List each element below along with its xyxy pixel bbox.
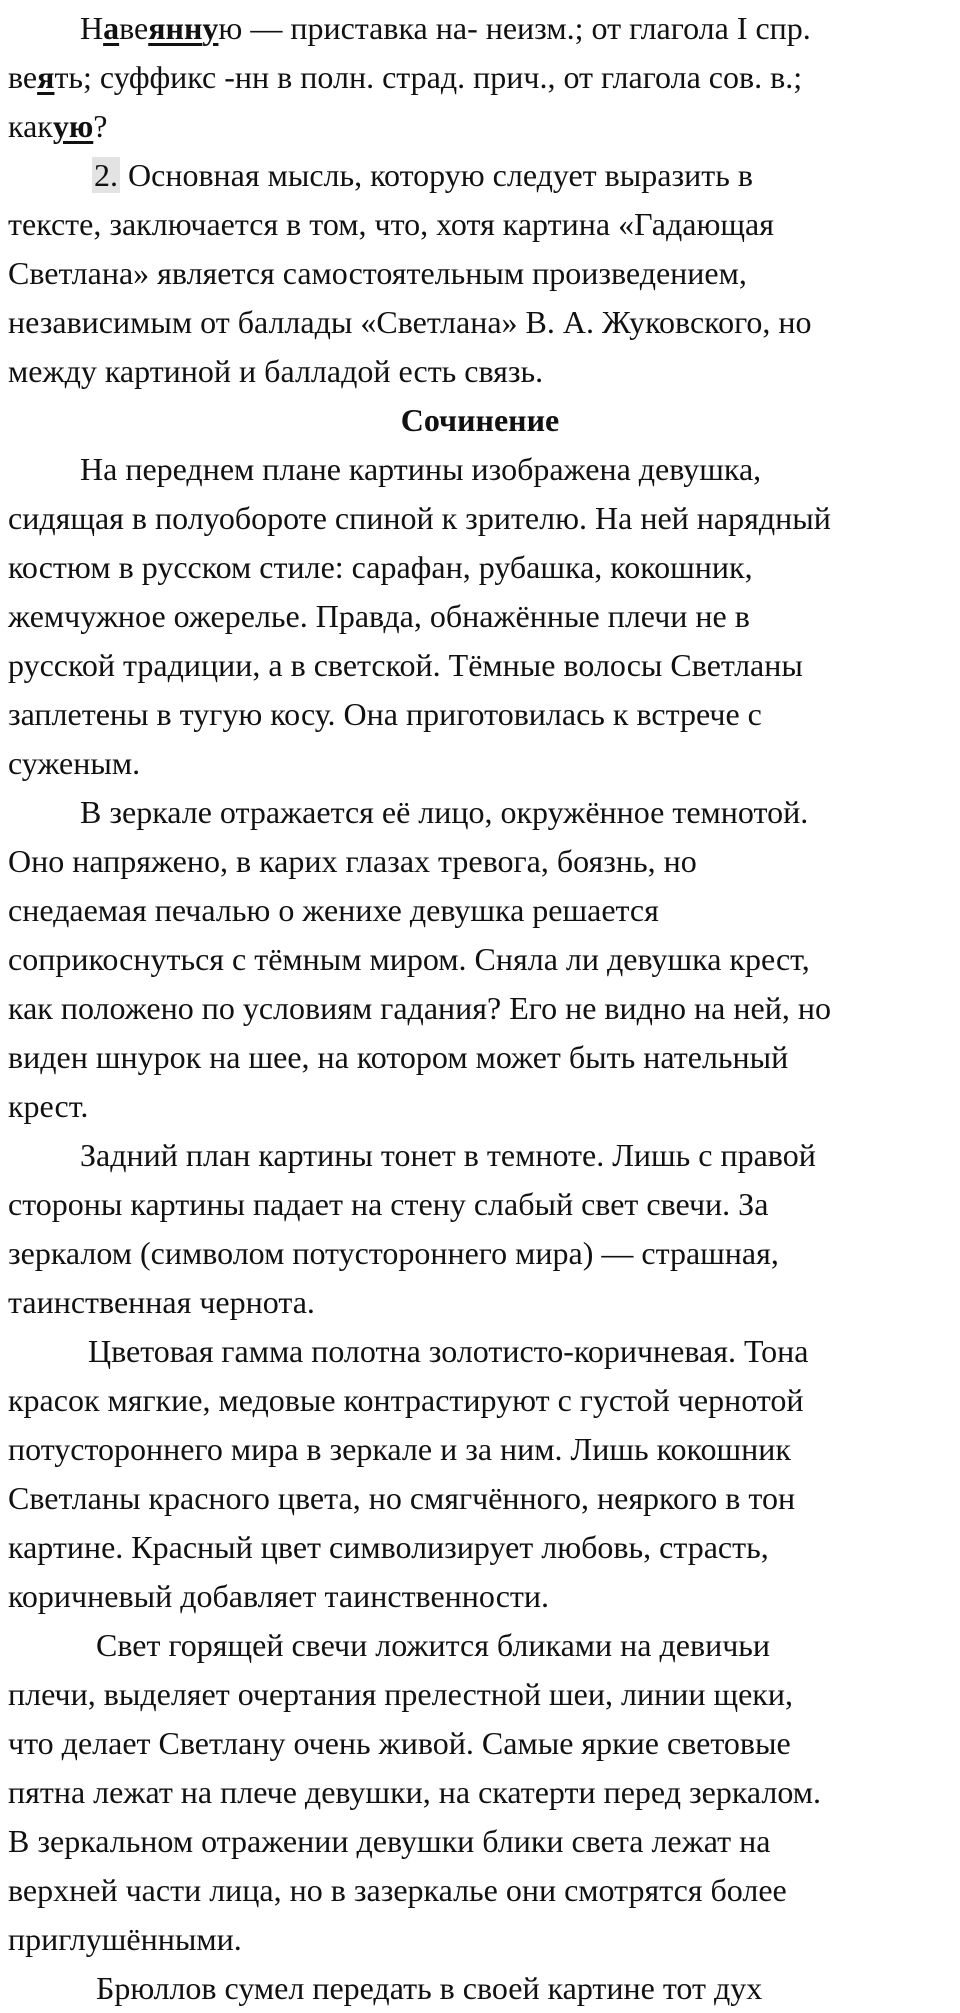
paragraph-line: костюм в русском стиле: сарафан, рубашка, кокошник,	[8, 549, 753, 585]
task-2-line	[8, 151, 952, 200]
morpheme-analysis-line	[8, 53, 952, 102]
task-2-line: тексте, заключается в том, что, хотя картина «Гадающая	[8, 206, 774, 242]
paragraph-line: как положено по условиям гадания? Его не видно на ней, но	[8, 990, 831, 1026]
suffix-mark: янн	[148, 10, 203, 46]
text-fragment: ве	[8, 59, 38, 95]
text-fragment: ?	[93, 108, 108, 144]
paragraph-line: стороны картины падает на стену слабый свет свечи. За	[8, 1186, 769, 1222]
paragraph-line: Оно напряжено, в карих глазах тревога, боязнь, но	[8, 843, 697, 879]
paragraph-line: зеркалом (символом потустороннего мира) — страшная,	[8, 1235, 779, 1271]
essay-title: Сочинение	[400, 402, 560, 438]
paragraph-line: жемчужное ожерелье. Правда, обнажённые плечи не в	[8, 598, 750, 634]
paragraph-line: сидящая в полуобороте спиной к зрителю. На ней нарядный	[8, 500, 831, 536]
text-fragment: Основная мысль, которую следует выразить в	[120, 157, 753, 193]
stressed-letter-mark: я	[37, 59, 55, 95]
text-fragment: ве	[119, 10, 149, 46]
ending-mark: ую	[52, 108, 94, 144]
paragraph-line: В зеркальном отражении девушки блики света лежат на	[8, 1823, 771, 1859]
paragraph-line: На переднем плане картины изображена девушка,	[80, 451, 762, 487]
text-fragment: ю — приставка на- неизм.; от глагола I спр.	[218, 10, 811, 46]
paragraph-line: Задний план картины тонет в темноте. Лишь с правой	[80, 1137, 816, 1173]
text-fragment: как	[8, 108, 53, 144]
paragraph-line: крест.	[8, 1088, 89, 1124]
paragraph-line: приглушёнными.	[8, 1921, 242, 1957]
prefix-mark: а	[103, 10, 120, 46]
paragraph-line: суженым.	[8, 745, 141, 781]
task-2-line: между картиной и балладой есть связь.	[8, 353, 544, 389]
text-fragment: ть; суффикс -нн в полн. страд. прич., от глагола сов. в.;	[54, 59, 803, 95]
paragraph-line: Светланы красного цвета, но смягчённого, неяркого в тон	[8, 1480, 796, 1516]
task-number: 2.	[94, 157, 118, 193]
paragraph-line: картине. Красный цвет символизирует любовь, страсть,	[8, 1529, 769, 1565]
paragraph-line: потустороннего мира в зеркале и за ним. Лишь кокошник	[8, 1431, 791, 1467]
text-fragment: Н	[80, 10, 104, 46]
paragraph-line: снедаемая печалью о женихе девушка решается	[8, 892, 659, 928]
paragraph-line: что делает Светлану очень живой. Самые яркие световые	[8, 1725, 791, 1761]
ending-mark: у	[202, 10, 219, 46]
paragraph-line: виден шнурок на шее, на котором может быть нательный	[8, 1039, 789, 1075]
paragraph-line: таинственная чернота.	[8, 1284, 315, 1320]
paragraph-line: пятна лежат на плече девушки, на скатерти перед зеркалом.	[8, 1774, 821, 1810]
morpheme-analysis-line	[8, 102, 952, 151]
morpheme-analysis-line	[8, 4, 952, 53]
paragraph-line: В зеркале отражается её лицо, окружённое темнотой.	[80, 794, 809, 830]
paragraph-line: русской традиции, а в светской. Тёмные волосы Светланы	[8, 647, 803, 683]
paragraph-line: заплетены в тугую косу. Она приготовилась к встрече с	[8, 696, 762, 732]
paragraph-line: верхней части лица, но в зазеркалье они смотрятся более	[8, 1872, 787, 1908]
paragraph-line: красок мягкие, медовые контрастируют с густой чернотой	[8, 1382, 804, 1418]
task-2-line: независимым от баллады «Светлана» В. А. Жуковского, но	[8, 304, 812, 340]
task-2-line: Светлана» является самостоятельным произведением,	[8, 255, 747, 291]
paragraph-line: Свет горящей свечи ложится бликами на девичьи	[96, 1627, 770, 1663]
paragraph-line: коричневый добавляет таинственности.	[8, 1578, 550, 1614]
paragraph-line: Цветовая гамма полотна золотисто-коричневая. Тона	[88, 1333, 809, 1369]
paragraph-line: соприкоснуться с тёмным миром. Сняла ли девушка крест,	[8, 941, 810, 977]
paragraph-line: плечи, выделяет очертания прелестной шеи, линии щеки,	[8, 1676, 793, 1712]
paragraph-line: Брюллов сумел передать в своей картине тот дух	[96, 1970, 763, 2006]
